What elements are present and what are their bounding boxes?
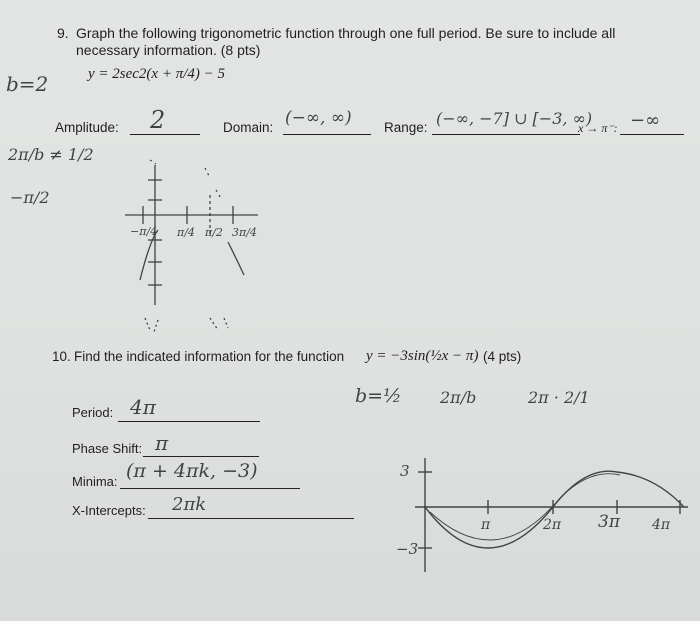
tick-neg-pi-over-4: −π/4 xyxy=(130,225,158,238)
tick-pi-over-2: π/2 xyxy=(205,226,223,239)
q9-number: 9. xyxy=(57,25,69,41)
tick-pi-over-4: π/4 xyxy=(177,226,195,239)
q10-points: (4 pts) xyxy=(483,349,522,364)
q10-y-min: −3 xyxy=(396,540,419,558)
minima-label: Minima: xyxy=(72,474,118,489)
q10-tick-4pi: 4π xyxy=(652,517,671,533)
q9-instructions-line1: Graph the following trigonometric function through one full period. Be sure to include all xyxy=(76,25,616,41)
range-answer: (−∞, −7] ∪ [−3, ∞) xyxy=(436,109,593,128)
amplitude-answer: 2 xyxy=(150,106,166,134)
q10-y-max: 3 xyxy=(400,462,410,480)
q10-b-value: b=½ xyxy=(355,385,402,407)
q10-sine-curve xyxy=(425,471,684,548)
phase-shift-answer: π xyxy=(155,431,169,455)
range-label: Range: xyxy=(384,120,428,135)
period-label: Period: xyxy=(72,405,114,420)
margin-period-work: 2π/b ≠ 1/2 xyxy=(8,145,94,164)
q10-function: y = −3sin(½x − π) xyxy=(366,348,479,364)
domain-label: Domain: xyxy=(223,120,274,135)
q10-period-calc: 2π · 2/1 xyxy=(528,388,590,407)
tick-3pi-over-4: 3π/4 xyxy=(232,226,257,239)
domain-answer: (−∞, ∞) xyxy=(285,108,352,128)
period-answer: 4π xyxy=(130,395,156,419)
q10-number: 10. xyxy=(52,349,71,364)
q9-function: y = 2sec2(x + π/4) − 5 xyxy=(88,66,226,82)
limit-label: x → π⁻: xyxy=(578,121,618,135)
x-intercepts-answer: 2πk xyxy=(172,494,207,515)
margin-shift-work: −π/2 xyxy=(10,188,50,207)
x-intercepts-label: X-Intercepts: xyxy=(72,503,146,518)
q10-period-work: 2π/b xyxy=(440,388,477,407)
limit-answer: −∞ xyxy=(630,110,661,131)
q10-tick-pi: π xyxy=(481,517,491,533)
minima-answer: (π + 4πk, −3) xyxy=(126,460,258,482)
q10-tick-3pi: 3π xyxy=(598,512,620,532)
q10-prompt: Find the indicated information for the function xyxy=(74,349,345,364)
q10-tick-2pi: 2π xyxy=(543,517,562,533)
amplitude-label: Amplitude: xyxy=(55,120,119,135)
q9-b-value: b=2 xyxy=(6,72,49,96)
q9-instructions-line2: necessary information. (8 pts) xyxy=(76,42,261,58)
phase-shift-label: Phase Shift: xyxy=(72,441,143,456)
